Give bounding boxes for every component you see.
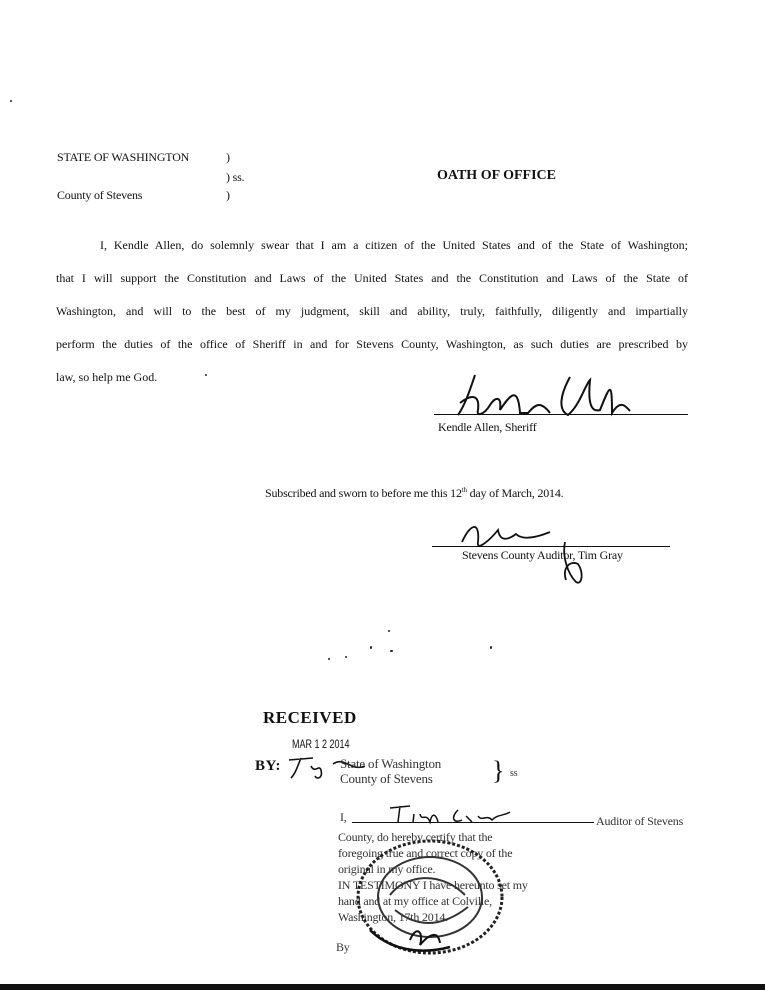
cert-ss: ss	[510, 768, 518, 779]
auditor-caption: Stevens County Auditor, Tim Gray	[462, 548, 623, 562]
cert-line1: Auditor of Stevens	[596, 814, 684, 828]
scan-speck	[10, 100, 12, 102]
scan-speck	[388, 630, 390, 632]
venue-ss: ) ss.	[226, 170, 245, 184]
signature-line	[432, 546, 670, 547]
sheriff-caption: Kendle Allen, Sheriff	[438, 420, 537, 434]
cert-county: County of Stevens	[340, 771, 433, 786]
cert-state: State of Washington	[340, 756, 442, 771]
cert-signature	[388, 800, 518, 828]
oath-line: that I will support the Constitution and Laws of the United States and the Constitution and Laws of the State of	[56, 271, 688, 285]
cert-brace: }	[492, 756, 505, 785]
cert-line5: IN TESTIMONY I have hereunto set my	[338, 878, 528, 892]
cert-line3: foregoing true and correct copy of the	[338, 846, 513, 860]
oath-line: I, Kendle Allen, do solemnly swear that I am a citizen of the United States and of the State of Washington;	[100, 238, 688, 252]
sworn-suffix: th	[461, 486, 467, 494]
venue-state: STATE OF WASHINGTON	[57, 150, 190, 164]
received-date: MAR 1 2 2014	[292, 737, 350, 751]
venue-paren: )	[226, 150, 230, 164]
cert-prefix: I,	[340, 810, 347, 824]
scan-speck	[390, 650, 393, 652]
scan-border	[0, 984, 765, 990]
venue-paren: )	[226, 188, 230, 202]
oath-line: Washington, and will to the best of my judgment, skill and ability, truly, faithfully, diligently and impartially	[56, 304, 688, 318]
sworn-statement	[265, 486, 563, 501]
document-title: OATH OF OFFICE	[437, 168, 556, 183]
cert-line4: original in my office.	[338, 862, 436, 876]
cert-line2: County, do hereby certify that the	[338, 830, 493, 844]
cert-line8: By	[336, 940, 350, 954]
cert-line7: Washington, 17th 2014.	[338, 910, 448, 924]
received-stamp: RECEIVED	[263, 708, 357, 727]
cert-line6: hand and at my office at Colville,	[338, 894, 492, 908]
county-seal	[350, 835, 510, 960]
oath-line: law, so help me God.	[56, 370, 158, 384]
venue-county: County of Stevens	[57, 188, 143, 202]
sheriff-signature	[440, 365, 680, 425]
oath-line: perform the duties of the office of Sheriff in and for Stevens County, Washington, as such duties are prescribed by	[56, 337, 688, 351]
received-by: BY:	[255, 758, 281, 774]
scan-speck	[490, 646, 492, 649]
signature-line	[434, 414, 688, 415]
sworn-text: Subscribed and sworn to before me this 12	[265, 486, 462, 500]
scan-speck	[328, 658, 330, 660]
scan-speck	[370, 646, 372, 649]
scan-speck	[345, 656, 347, 658]
sworn-text: day of March, 2014.	[466, 486, 564, 500]
